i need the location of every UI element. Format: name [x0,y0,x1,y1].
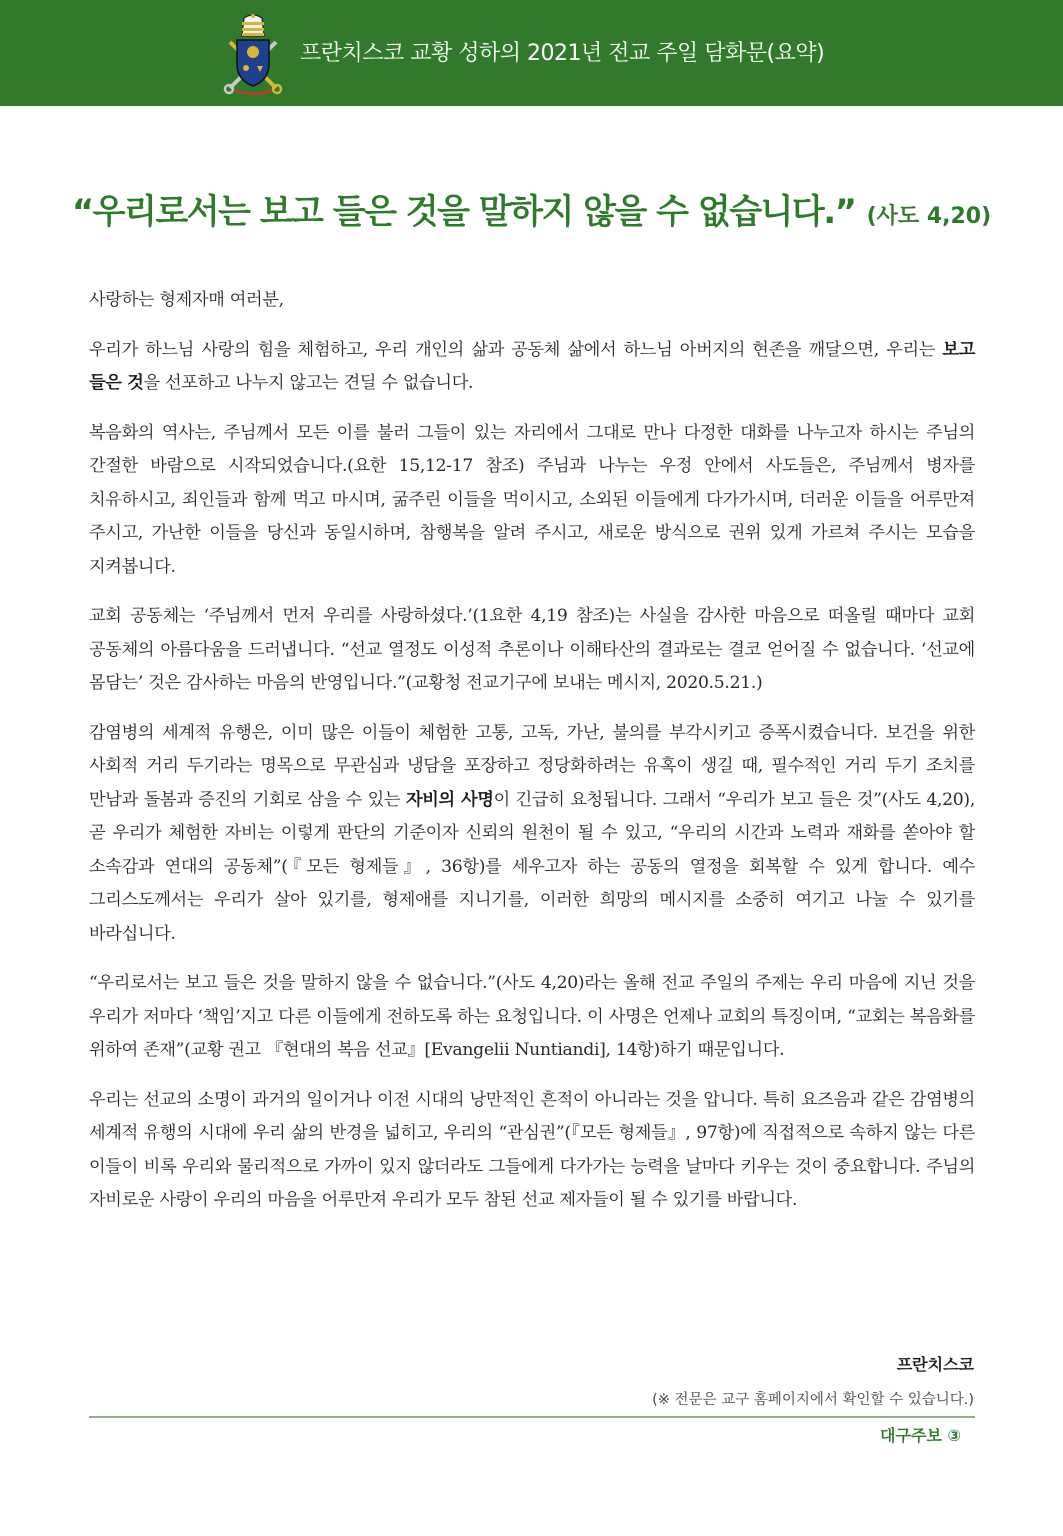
paragraph-1-text-a: 우리가 하느님 사랑의 힘을 체험하고, 우리 개인의 삶과 공동체 삶에서 하느님 아버지의 현존을 깨달으면, 우리는 [89,339,943,360]
paragraph-4-text-a: 감염병의 세계적 유행은, 이미 많은 이들이 체험한 고통, 고독, 가난, 불의를 부각시키고 증폭시켰습니다. 보건을 위한 사회적 거리 두기라는 명목으로 무관심과 냉담을 포장하고 정당화하려는 유혹이 생길 때, 필수적인 거리 두기 조치를 만남과 돌봄과 증진의 기회로 삼을 수 있는 [89,722,975,810]
paragraph-4 [89,717,975,952]
paragraph-4-bold: 자비의 사명 [405,789,494,810]
header-title: 프란치스코 교황 성하의 2021년 전교 주일 담화문(요약) [300,41,825,66]
paragraph-1-text-b: 을 선포하고 나누지 않고는 견딜 수 없습니다. [143,373,474,393]
message-body [89,284,975,1234]
footnote: (※ 전문은 교구 홈페이지에서 확인할 수 있습니다.) [652,1392,974,1408]
paragraph-2: 복음화의 역사는, 주님께서 모든 이를 불러 그들이 있는 자리에서 그대로 만나 다정한 대화를 나누고자 하시는 주님의 간절한 바람으로 시작되었습니다.(요한 15,12-17 참조) 주님과 나누는 우정 안에서 사도들은, 주님께서 병자를 치유하시고, 죄인들과 함께 먹고 마시며, 굶주린 이들을 먹이시고, 소외된 이들에게 다가가시며, 더러운 이들을 어루만져 주시고, 가난한 이들을 당신과 동일시하며, 참행복을 알려 주시고, 새로운 방식으로 권위 있게 가르쳐 주시는 모습을 지켜봅니다. [89,422,975,577]
paragraph-3: 교회 공동체는 ‘주님께서 먼저 우리를 사랑하셨다.’(1요한 4,19 참조)는 사실을 감사한 마음으로 떠올릴 때마다 교회 공동체의 아름다움을 드러냅니다. “선교 열정도 이성적 추론이나 이해타산의 결과로는 결코 얻어질 수 없습니다. ‘선교에 몸담는’ 것은 감사하는 마음의 반영입니다.”(교황청 전교기구에 보내는 메시지, 2020.5.21.) [89,606,975,693]
footer-page-label: 대구주보 ③ [880,1426,961,1445]
header-band [0,0,1063,106]
page-title [0,184,1063,233]
headline-reference: (사도 4,20) [866,204,992,229]
paragraph-1 [89,334,975,401]
signature: 프란치스코 [896,1355,974,1374]
paragraph-5: “우리로서는 보고 들은 것을 말하지 않을 수 없습니다.”(사도 4,20)라는 올해 전교 주일의 주제는 우리 마음에 지닌 것을 우리가 저마다 ‘책임’지고 다른 이들에게 전하도록 하는 요청입니다. 이 사명은 언제나 교회의 특징이며, “교회는 복음화를 위하여 존재”(교황 권고 『현대의 복음 선교』[Evangelii Nuntiandi], 14항)하기 때문입니다. [89,973,975,1060]
paragraph-1-bold: 보고 들은 것 [89,339,975,393]
paragraph-4-text-b: 이 긴급히 요청됩니다. 그래서 “우리가 보고 들은 것”(사도 4,20), 곧 우리가 체험한 자비는 이렇게 판단의 기준이자 신뢰의 원천이 될 수 있고, “우리의 시간과 노력과 재화를 쏟아야 할 소속감과 연대의 공동체”(『모든 형제들』, 36항)를 세우고자 하는 공동의 열정을 회복할 수 있게 합니다. 예수 그리스도께서는 우리가 살아 있기를, 형제애를 지니기를, 이러한 희망의 메시지를 소중히 여기고 나눌 수 있기를 바라십니다. [89,789,975,944]
papal-coat-of-arms-icon [222,14,284,96]
footer-divider [89,1416,975,1418]
headline-quote: “우리로서는 보고 들은 것을 말하지 않을 수 없습니다.” [71,192,856,232]
paragraph-6: 우리는 선교의 소명이 과거의 일이거나 이전 시대의 낭만적인 흔적이 아니라는 것을 압니다. 특히 요즈음과 같은 감염병의 세계적 유행의 시대에 우리 삶의 반경을 넓히고, 우리의 “관심권”(『모든 형제들』, 97항)에 직접적으로 속하지 않는 다른 이들이 비록 우리와 물리적으로 가까이 있지 않더라도 그들에게 다가가는 능력을 날마다 키우는 것이 중요합니다. 주님의 자비로운 사랑이 우리의 마음을 어루만져 우리가 모두 참된 선교 제자들이 될 수 있기를 바랍니다. [89,1089,975,1210]
greeting: 사랑하는 형제자매 여러분, [89,290,284,310]
